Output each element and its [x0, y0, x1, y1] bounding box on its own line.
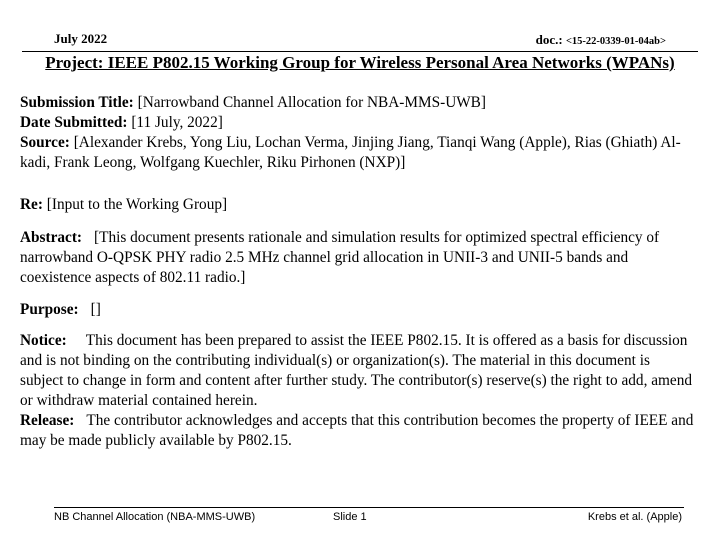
release-value: The contributor acknowledges and accepts that this contribution becomes the property of IEEE and may be made publicly available by P802.15. — [20, 412, 694, 449]
abstract-paragraph — [20, 228, 696, 288]
header-doc-id — [536, 32, 666, 48]
footer-title: NB Channel Allocation (NBA-MMS-UWB) — [54, 511, 256, 523]
purpose-label: Purpose: — [20, 301, 79, 318]
header-date: July 2022 — [54, 31, 108, 46]
notice-paragraph — [20, 331, 696, 411]
header-rule — [22, 51, 698, 52]
source-value: [Alexander Krebs, Yong Liu, Lochan Verma, Jinjing Jiang, Tianqi Wang (Apple), Rias (Ghiath) Al-kadi, Frank Leong, Wolfgang Kuechler, Riku Pirhonen (NXP)] — [20, 134, 681, 171]
abstract-value: [This document presents rationale and simulation results for optimized spectral efficiency of narrowband O-QPSK PHY radio 2.5 MHz channel grid allocation in UNII-3 and UNII-5 bands and coexistence aspects of 802.11 radio.] — [20, 229, 660, 286]
date-submitted-value: [11 July, 2022] — [131, 114, 223, 131]
re-label: Re: — [20, 196, 43, 213]
submission-title-label: Submission Title: — [20, 94, 134, 111]
notice-label: Notice: — [20, 332, 67, 349]
release-label: Release: — [20, 412, 75, 429]
source-line — [20, 133, 696, 173]
re-value: [Input to the Working Group] — [46, 196, 228, 213]
abstract-label: Abstract: — [20, 229, 83, 246]
re-line — [20, 195, 696, 215]
purpose-line — [20, 300, 696, 320]
footer-slide-number: Slide 1 — [333, 511, 367, 523]
doc-label: doc.: — [535, 32, 566, 47]
project-title: Project: IEEE P802.15 Working Group for Wireless Personal Area Networks (WPANs) — [45, 53, 675, 72]
date-submitted-line — [20, 113, 696, 133]
submission-title-line — [20, 93, 696, 113]
footer-author: Krebs et al. (Apple) — [587, 511, 682, 523]
release-paragraph — [20, 411, 696, 451]
footer-rule — [54, 507, 684, 508]
submission-title-value: [Narrowband Channel Allocation for NBA-MMS-UWB] — [137, 94, 486, 111]
document-body — [20, 93, 696, 451]
source-label: Source: — [20, 134, 70, 151]
notice-value: This document has been prepared to assist the IEEE P802.15. It is offered as a basis for discussion and is not binding on the contributing individual(s) or organization(s). The material in this document is subject to change in form and content after further study. The contributor(s) reserve(s) the right to add, amend or withdraw material contained herein. — [20, 332, 692, 409]
doc-number: <15-22-0339-01-04ab> — [565, 36, 666, 47]
purpose-value: [] — [90, 301, 101, 318]
date-submitted-label: Date Submitted: — [20, 114, 128, 131]
